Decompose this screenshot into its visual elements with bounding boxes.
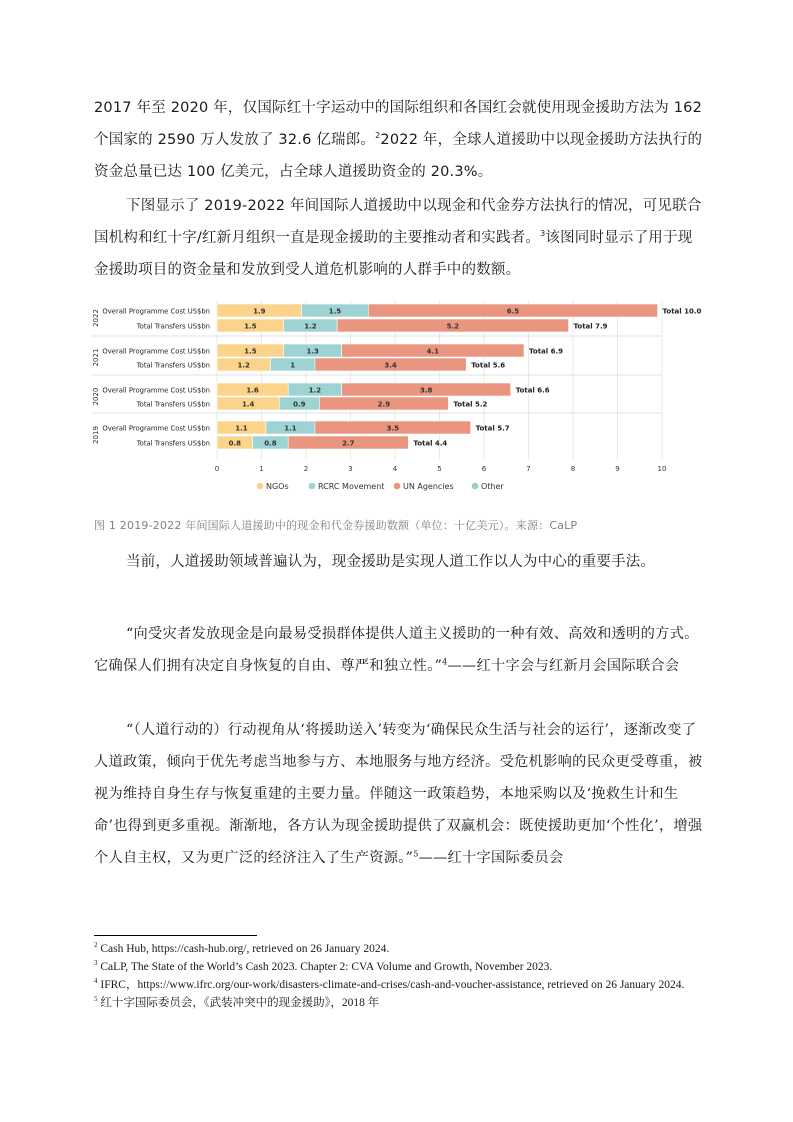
footnote-ref[interactable]: 4	[442, 657, 448, 667]
row-label: Overall Programme Cost US$bn	[102, 307, 210, 316]
data-label: 2.7	[342, 439, 355, 448]
legend-marker	[472, 483, 479, 490]
year-label: 2019	[92, 426, 100, 444]
data-label: 1.5	[244, 322, 257, 331]
data-label: 3.5	[386, 424, 399, 433]
footnotes	[94, 941, 706, 1013]
x-tick-label: 0	[214, 465, 220, 473]
x-tick-label: 9	[615, 465, 620, 473]
data-label: 1.5	[244, 347, 257, 356]
x-tick-label: 3	[348, 465, 353, 473]
cva-volume-chart	[86, 296, 716, 502]
legend-marker	[257, 483, 264, 490]
paragraph-3: 当前，人道援助领域普遍认为，现金援助是实现人道工作以人为中心的重要手法。	[126, 554, 656, 570]
footnote-ref[interactable]: 5	[413, 849, 419, 859]
x-tick-label: 7	[526, 465, 531, 473]
data-label: 1	[290, 361, 296, 370]
row-label: Total Transfers US$bn	[136, 400, 210, 409]
footnote-divider	[94, 935, 257, 936]
data-label: 5.2	[446, 322, 460, 331]
data-label: 4.1	[426, 347, 440, 356]
year-label: 2022	[92, 309, 100, 327]
footnote-ref[interactable]: 2	[375, 131, 381, 141]
total-label: Total 5.2	[453, 400, 488, 409]
data-label: 1.6	[246, 386, 259, 395]
legend-label: RCRC Movement	[318, 482, 385, 491]
data-label: 1.4	[241, 400, 255, 409]
quote-ifrc: “向受灾者发放现金是向最易受损群体提供人道主义援助的一种有效、高效和透明的方式。它确保人们拥有决定自身恢复的自由、尊严和独立性。”$^4$——红十字会与红新月会国际联合会	[94, 626, 699, 674]
figure-caption: 图 1 2019-2022 年间国际人道援助中的现金和代金券援助数额（单位：十亿美元）。来源：CaLP	[94, 519, 578, 532]
total-label: Total 5.6	[471, 361, 506, 370]
row-label: Total Transfers US$bn	[136, 322, 210, 331]
total-label: Total 4.4	[413, 439, 448, 448]
legend-marker	[309, 483, 316, 490]
footnote-5: $^5$ 红十字国际委员会，《武装冲突中的现金援助》，2018 年	[94, 995, 380, 1009]
data-label: 1.1	[284, 424, 297, 433]
data-label: 1.2	[308, 386, 322, 395]
year-label: 2020	[92, 387, 100, 406]
footnote-2: $^2$ Cash Hub, https://cash-hub.org/, retrieved on 26 January 2024.	[94, 941, 390, 955]
x-tick-label: 4	[392, 465, 398, 473]
data-label: 0.9	[293, 400, 306, 409]
x-tick-label: 2	[303, 465, 309, 473]
total-label: Total 10.0	[662, 307, 702, 316]
x-tick-label: 1	[259, 465, 264, 473]
data-label: 1.3	[306, 347, 319, 356]
data-label: 1.2	[237, 361, 250, 370]
data-label: 1.9	[253, 307, 266, 316]
data-label: 1.1	[235, 424, 248, 433]
paragraph-1: 2017 年至 2020 年，仅国际红十字运动中的国际组织和各国红会就使用现金援助方法为 162 个国家的 2590 万人发放了 32.6 亿瑞郎。$^2$2022 年，全球人道援助中以现金援助方法执行的资金总量已达 100 亿美元，占全球人道援助资金的 20.3%。	[94, 100, 703, 180]
x-tick-label: 5	[437, 465, 442, 473]
x-tick-label: 10	[657, 465, 667, 473]
row-label: Overall Programme Cost US$bn	[102, 347, 210, 356]
total-label: Total 7.9	[573, 322, 608, 331]
data-label: 6.5	[506, 307, 520, 316]
data-label: 0.8	[264, 439, 277, 448]
x-tick-label: 8	[570, 465, 576, 473]
data-label: 2.9	[377, 400, 391, 409]
legend-label: Other	[481, 482, 504, 491]
row-label: Overall Programme Cost US$bn	[102, 424, 210, 433]
year-label: 2021	[92, 348, 100, 367]
row-label: Overall Programme Cost US$bn	[102, 386, 210, 395]
data-label: 1.5	[328, 307, 342, 316]
legend-marker	[394, 483, 401, 490]
data-label: 1.2	[304, 322, 317, 331]
footnote-3: $^3$ CaLP, The State of the World’s Cash 2023. Chapter 2: CVA Volume and Growth, November 2023.	[94, 959, 553, 973]
data-label: 3.8	[419, 386, 433, 395]
paragraph-2: 下图显示了 2019-2022 年间国际人道援助中以现金和代金券方法执行的情况，可见联合国机构和红十字/红新月组织一直是现金援助的主要推动者和实践者。$^3$该图同时显示了用于现金援助项目的资金量和发放到受人道危机影响的人群手中的数额。	[94, 198, 702, 278]
total-label: Total 5.7	[475, 424, 510, 433]
legend-label: UN Agencies	[403, 482, 454, 491]
data-label: 0.8	[228, 439, 242, 448]
footnote-ref[interactable]: 3	[540, 229, 546, 239]
legend-label: NGOs	[266, 482, 289, 491]
data-label: 3.4	[384, 361, 397, 370]
row-label: Total Transfers US$bn	[136, 361, 210, 370]
x-tick-label: 6	[481, 465, 487, 473]
quote-icrc: “（人道行动的）行动视角从‘将援助送入’转变为‘确保民众生活与社会的运行’，逐渐改变了人道政策，倾向于优先考虑当地参与方、本地服务与地方经济。受危机影响的民众更受尊重，被视为维持自身生存与恢复重建的主要力量。伴随这一政策趋势，本地采购以及‘挽救生计和生命’也得到更多重视。渐渐地，各方认为现金援助提供了双赢机会：既使援助更加‘个性化’，增强个人自主权，又为更广泛的经济注入了生产资源。”$^5$——红十字国际委员会	[94, 722, 703, 866]
row-label: Total Transfers US$bn	[136, 439, 210, 448]
total-label: Total 6.9	[529, 347, 564, 356]
footnote-4: $^4$ IFRC，https://www.ifrc.org/our-work/disasters-climate-and-crises/cash-and-voucher-assistance, retrieved on 26 January 2024.	[94, 977, 685, 991]
total-label: Total 6.6	[515, 386, 550, 395]
